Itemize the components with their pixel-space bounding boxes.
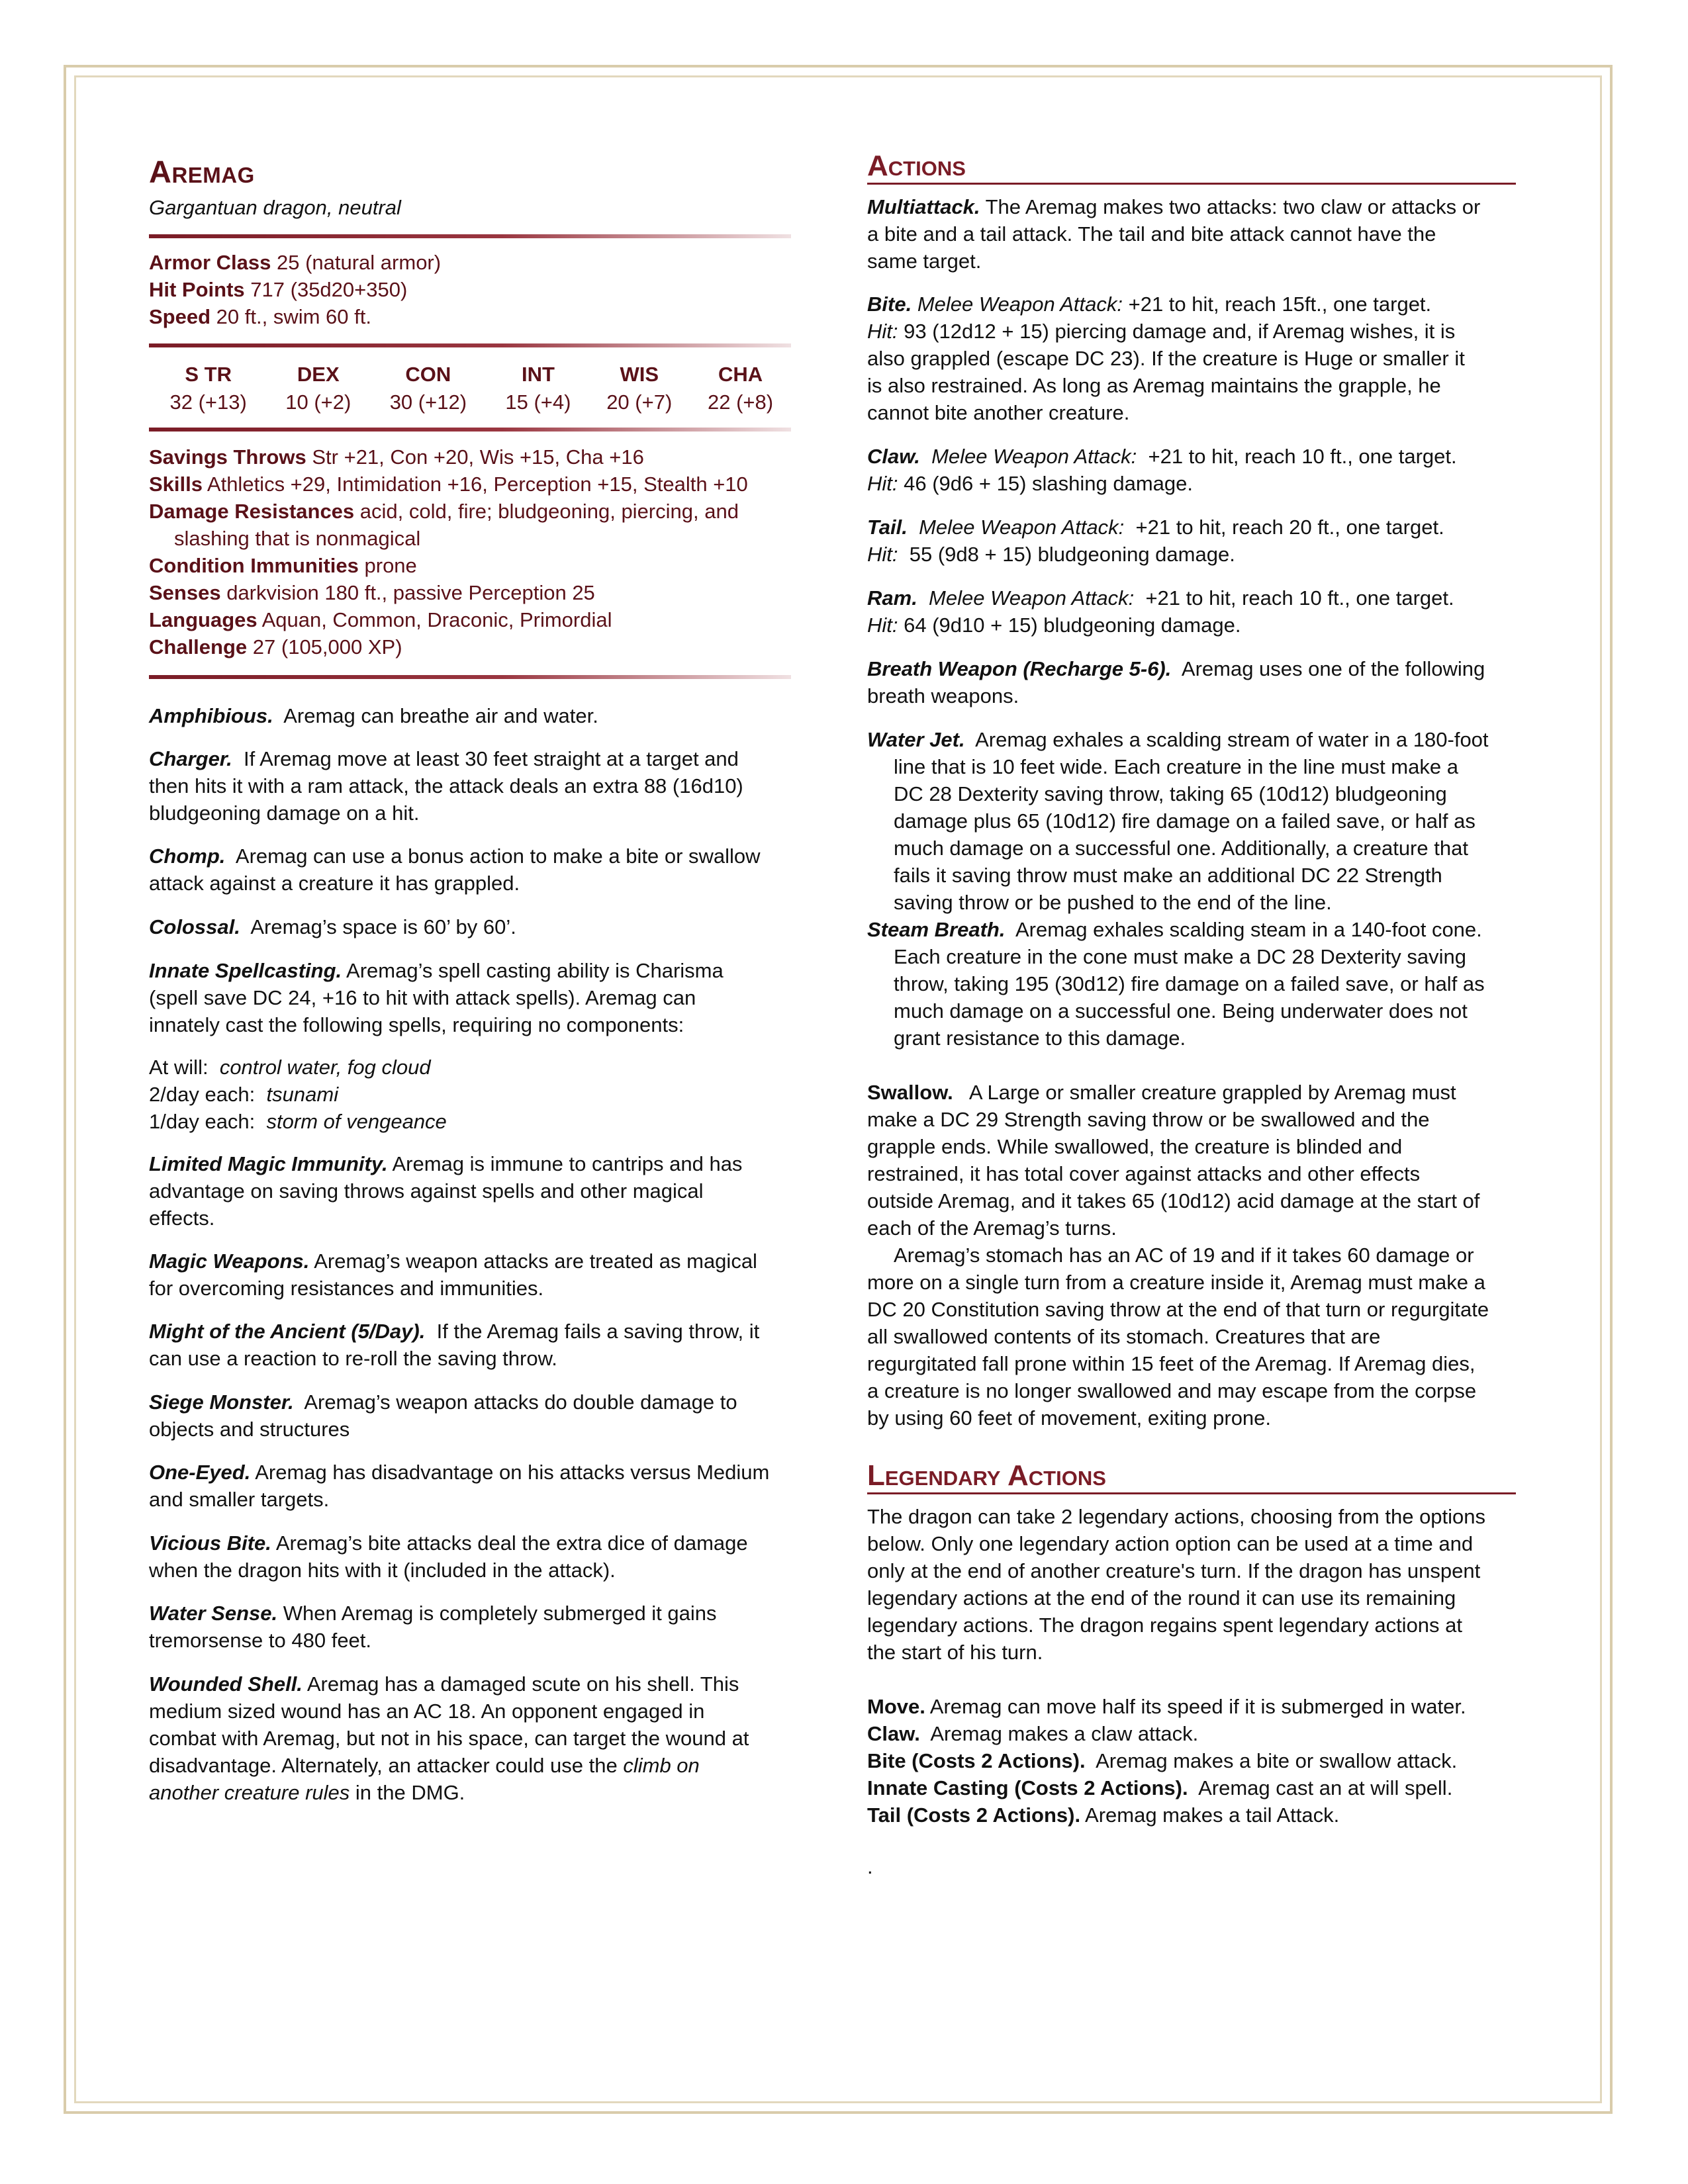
breath-text: DC 28 Dexterity saving throw, taking 65 (10d12) bludgeoning xyxy=(894,782,1447,805)
ability-name: INT xyxy=(521,363,555,386)
trait-text: bludgeoning damage on a hit. xyxy=(149,801,420,825)
trait-siege-monster xyxy=(149,1388,818,1443)
trait-name: Colossal. xyxy=(149,915,240,938)
ability-name: DEX xyxy=(297,363,340,386)
trait-name: Siege Monster. xyxy=(149,1390,294,1414)
ability-value: 10 (+2) xyxy=(285,390,352,414)
ability-value: 30 (+12) xyxy=(389,390,467,414)
legendary-intro-text: below. Only one legendary action option can be used at a time and xyxy=(867,1532,1474,1555)
ability-value: 20 (+7) xyxy=(606,390,673,414)
skills-value: Athletics +29, Intimidation +16, Perception +15, Stealth +10 xyxy=(207,473,748,496)
trait-text: advantage on saving throws against spells and other magical xyxy=(149,1179,704,1203)
ability-value: 15 (+4) xyxy=(505,390,571,414)
action-text: breath weapons. xyxy=(867,684,1019,707)
senses-label: Senses xyxy=(149,581,221,604)
armor-class-label: Armor Class xyxy=(149,251,271,274)
speed-value: 20 ft., swim 60 ft. xyxy=(216,305,371,328)
action-text: grapple ends. While swallowed, the creature is blinded and xyxy=(867,1135,1403,1158)
action-name: Claw. xyxy=(867,445,920,468)
trait-wounded-shell xyxy=(149,1670,818,1806)
action-text: +21 to hit, reach 10 ft., one target. xyxy=(1148,445,1457,468)
action-text: 93 (12d12 + 15) piercing damage and, if Aremag wishes, it is xyxy=(904,320,1456,343)
breath-text: fails it saving throw must make an additional DC 22 Strength xyxy=(894,864,1442,887)
action-text: 55 (9d8 + 15) bludgeoning damage. xyxy=(909,543,1235,566)
legendary-intro-text: The dragon can take 2 legendary actions, choosing from the options xyxy=(867,1505,1486,1528)
trait-text: Aremag’s bite attacks deal the extra dice of damage xyxy=(275,1531,748,1555)
divider-rule xyxy=(149,428,791,432)
legendary-intro-text: only at the end of another creature's turn. If the dragon has unspent xyxy=(867,1559,1481,1582)
hit-label: Hit: xyxy=(867,543,898,566)
monster-type: Gargantuan dragon, neutral xyxy=(149,196,401,219)
ability-values-row xyxy=(149,388,791,416)
action-text: +21 to hit, reach 15ft., one target. xyxy=(1128,293,1432,316)
trait-text: another creature rules xyxy=(149,1781,350,1804)
legendary-bite: Bite (Costs 2 Actions). Aremag makes a bite or swallow attack. xyxy=(867,1749,1458,1772)
action-name: Tail. xyxy=(867,516,908,539)
damage-resistances-value: acid, cold, fire; bludgeoning, piercing, and xyxy=(359,500,739,523)
trait-text: then hits it with a ram attack, the attack deals an extra 88 (16d10) xyxy=(149,774,743,797)
action-ram xyxy=(867,584,1549,639)
action-text: by using 60 feet of movement, exiting prone. xyxy=(867,1406,1272,1430)
legendary-innate-casting: Innate Casting (Costs 2 Actions). Aremag cast an at will spell. xyxy=(867,1776,1453,1799)
trait-water-sense xyxy=(149,1600,818,1654)
action-text: all swallowed contents of its stomach. Creatures that are xyxy=(867,1325,1381,1348)
speed-label: Speed xyxy=(149,305,211,328)
ability-value: 22 (+8) xyxy=(708,390,774,414)
senses xyxy=(149,579,748,606)
trait-text: Aremag can breathe air and water. xyxy=(283,704,598,727)
breath-text: much damage on a successful one. Additionally, a creature that xyxy=(894,837,1468,860)
action-text: A Large or smaller creature grappled by Aremag must xyxy=(968,1081,1456,1104)
action-text: restrained, it has total cover against attacks and other effects xyxy=(867,1162,1421,1185)
legendary-intro xyxy=(867,1503,1549,1666)
trait-text: climb on xyxy=(623,1754,700,1777)
trait-name: Water Sense. xyxy=(149,1602,278,1625)
armor-class xyxy=(149,249,441,276)
breath-name: Steam Breath. xyxy=(867,918,1006,941)
trait-text: Aremag has disadvantage on his attacks versus Medium xyxy=(255,1461,770,1484)
trait-text: If the Aremag fails a saving throw, it xyxy=(436,1320,760,1343)
action-name: Breath Weapon (Recharge 5-6). xyxy=(867,657,1172,680)
challenge-value: 27 (105,000 XP) xyxy=(252,635,402,659)
action-text: also grappled (escape DC 23). If the creature is Huge or smaller it xyxy=(867,347,1465,370)
condition-immunities xyxy=(149,552,748,579)
breath-text: damage plus 65 (10d12) fire damage on a failed save, or half as xyxy=(894,809,1476,833)
trait-name: Limited Magic Immunity. xyxy=(149,1152,388,1175)
trait-text: When Aremag is completely submerged it gains xyxy=(283,1602,717,1625)
action-multiattack xyxy=(867,193,1549,275)
action-text: DC 20 Constitution saving throw at the end of that turn or regurgitate xyxy=(867,1298,1489,1321)
actions-heading: Actions xyxy=(867,150,1516,185)
action-type: Melee Weapon Attack: xyxy=(931,445,1137,468)
action-text: make a DC 29 Strength saving throw or be swallowed and the xyxy=(867,1108,1430,1131)
languages-value: Aquan, Common, Draconic, Primordial xyxy=(261,608,612,631)
trait-text: innately cast the following spells, requiring no components: xyxy=(149,1013,684,1036)
trailing-period: . xyxy=(867,1855,873,1878)
action-type: Melee Weapon Attack: xyxy=(929,586,1135,610)
legendary-actions-heading: Legendary Actions xyxy=(867,1459,1516,1494)
action-text: each of the Aremag’s turns. xyxy=(867,1216,1117,1240)
trait-text: objects and structures xyxy=(149,1418,350,1441)
spell-list-at-will: At will: control water, fog cloud xyxy=(149,1056,431,1079)
trait-name: Might of the Ancient (5/Day). xyxy=(149,1320,426,1343)
trait-text: tremorsense to 480 feet. xyxy=(149,1629,372,1652)
senses-value: darkvision 180 ft., passive Perception 25 xyxy=(226,581,595,604)
trait-vicious-bite xyxy=(149,1529,818,1584)
breath-name: Water Jet. xyxy=(867,728,965,751)
action-text: +21 to hit, reach 20 ft., one target. xyxy=(1135,516,1444,539)
secondary-stats xyxy=(149,443,748,660)
trait-innate-spellcasting xyxy=(149,957,818,1038)
trait-colossal xyxy=(149,913,818,940)
action-text: Aremag uses one of the following xyxy=(1181,657,1485,680)
breath-text: much damage on a successful one. Being underwater does not xyxy=(894,999,1468,1023)
trait-name: Wounded Shell. xyxy=(149,1672,303,1696)
trait-text: Aremag’s spell casting ability is Charisma xyxy=(346,959,724,982)
ability-names-row xyxy=(149,361,791,388)
speed xyxy=(149,303,441,330)
damage-resistances-cont: slashing that is nonmagical xyxy=(174,527,421,550)
action-text: cannot bite another creature. xyxy=(867,401,1130,424)
action-swallow xyxy=(867,1079,1549,1432)
challenge-label: Challenge xyxy=(149,635,248,659)
trait-name: Charger. xyxy=(149,747,232,770)
ability-scores-table xyxy=(149,361,791,416)
hit-label: Hit: xyxy=(867,472,898,495)
trait-name: Vicious Bite. xyxy=(149,1531,271,1555)
trait-charger xyxy=(149,745,818,827)
breath-text: Aremag exhales scalding steam in a 140-foot cone. xyxy=(1015,918,1482,941)
condition-immunities-value: prone xyxy=(364,554,417,577)
action-name: Multiattack. xyxy=(867,195,980,218)
trait-text: can use a reaction to re-roll the saving throw. xyxy=(149,1347,557,1370)
legendary-intro-text: legendary actions. The dragon regains spent legendary actions at xyxy=(867,1614,1463,1637)
action-text: +21 to hit, reach 10 ft., one target. xyxy=(1145,586,1454,610)
action-text: is also restrained. As long as Aremag maintains the grapple, he xyxy=(867,374,1441,397)
trait-magic-weapons xyxy=(149,1248,818,1302)
action-text: regurgitated fall prone within 15 feet of the Aremag. If Aremag dies, xyxy=(867,1352,1476,1375)
saving-throws-label: Savings Throws xyxy=(149,445,306,469)
trait-text: medium sized wound has an AC 18. An opponent engaged in xyxy=(149,1700,705,1723)
ability-name: WIS xyxy=(620,363,659,386)
trait-limited-magic-immunity xyxy=(149,1150,818,1232)
action-text: a bite and a tail attack. The tail and bite attack cannot have the xyxy=(867,222,1436,246)
legendary-tail: Tail (Costs 2 Actions). Aremag makes a tail Attack. xyxy=(867,1803,1340,1827)
damage-resistances-label: Damage Resistances xyxy=(149,500,355,523)
trait-text: Aremag can use a bonus action to make a bite or swallow xyxy=(235,844,761,868)
trait-text: and smaller targets. xyxy=(149,1488,330,1511)
skills xyxy=(149,471,748,498)
divider-rule xyxy=(149,675,791,679)
trait-text: (spell save DC 24, +16 to hit with attack spells). Aremag can xyxy=(149,986,696,1009)
trait-text: attack against a creature it has grappled. xyxy=(149,872,520,895)
breath-water-jet xyxy=(867,726,1549,916)
trait-name: Magic Weapons. xyxy=(149,1250,310,1273)
saving-throws-value: Str +21, Con +20, Wis +15, Cha +16 xyxy=(312,445,644,469)
trait-text: Aremag’s weapon attacks are treated as magical xyxy=(314,1250,757,1273)
hit-label: Hit: xyxy=(867,320,898,343)
breath-text: Aremag exhales a scalding stream of water in a 180-foot xyxy=(975,728,1489,751)
trait-name: Chomp. xyxy=(149,844,226,868)
monster-name: Aremag xyxy=(149,154,255,189)
challenge xyxy=(149,633,748,660)
trait-might-of-the-ancient xyxy=(149,1318,818,1372)
trait-name: Amphibious. xyxy=(149,704,273,727)
spell-list xyxy=(149,1054,818,1135)
trait-text: when the dragon hits with it (included in the attack). xyxy=(149,1559,616,1582)
trait-text: Aremag’s weapon attacks do double damage to xyxy=(304,1390,737,1414)
ability-value: 32 (+13) xyxy=(169,390,247,414)
legendary-intro-text: the start of his turn. xyxy=(867,1641,1043,1664)
action-text: same target. xyxy=(867,250,982,273)
action-name: Swallow. xyxy=(867,1081,953,1104)
hit-points xyxy=(149,276,441,303)
legendary-intro-text: legendary actions at the end of the round it can use its remaining xyxy=(867,1586,1456,1610)
action-breath-weapon xyxy=(867,655,1549,709)
languages-label: Languages xyxy=(149,608,258,631)
action-claw xyxy=(867,443,1549,497)
action-text: 64 (9d10 + 15) bludgeoning damage. xyxy=(904,614,1241,637)
action-tail xyxy=(867,514,1549,568)
trait-text: Aremag’s space is 60’ by 60’. xyxy=(250,915,516,938)
ability-name: CON xyxy=(405,363,451,386)
divider-rule xyxy=(149,343,791,347)
trait-name: Innate Spellcasting. xyxy=(149,959,342,982)
spell-list-2-day: 2/day each: tsunami xyxy=(149,1083,339,1106)
hit-points-label: Hit Points xyxy=(149,278,245,301)
action-text: 46 (9d6 + 15) slashing damage. xyxy=(904,472,1194,495)
ability-name: S TR xyxy=(185,363,232,386)
action-type: Melee Weapon Attack: xyxy=(919,516,1125,539)
action-name: Ram. xyxy=(867,586,917,610)
action-text: outside Aremag, and it takes 65 (10d12) acid damage at the start of xyxy=(867,1189,1480,1212)
divider-rule xyxy=(149,234,791,238)
trait-amphibious xyxy=(149,702,818,729)
hit-points-value: 717 (35d20+350) xyxy=(250,278,408,301)
trait-text: If Aremag move at least 30 feet straight at a target and xyxy=(244,747,739,770)
action-text: The Aremag makes two attacks: two claw or attacks or xyxy=(985,195,1481,218)
trait-name: One-Eyed. xyxy=(149,1461,251,1484)
breath-text: line that is 10 feet wide. Each creature in the line must make a xyxy=(894,755,1458,778)
legendary-claw: Claw. Aremag makes a claw attack. xyxy=(867,1722,1199,1745)
breath-text: Each creature in the cone must make a DC 28 Dexterity saving xyxy=(894,945,1466,968)
trait-text: disadvantage. Alternately, an attacker could use the xyxy=(149,1754,618,1777)
trait-text: in the DMG. xyxy=(355,1781,465,1804)
trait-text: Aremag is immune to cantrips and has xyxy=(392,1152,743,1175)
action-text: a creature is no longer swallowed and may escape from the corpse xyxy=(867,1379,1477,1402)
armor-class-value: 25 (natural armor) xyxy=(276,251,442,274)
breath-steam-breath xyxy=(867,916,1549,1052)
saving-throws xyxy=(149,443,748,471)
trait-text: Aremag has a damaged scute on his shell. This xyxy=(306,1672,739,1696)
legendary-move: Move. Aremag can move half its speed if it is submerged in water. xyxy=(867,1695,1466,1718)
breath-text: saving throw or be pushed to the end of the line. xyxy=(894,891,1332,914)
trait-chomp xyxy=(149,842,818,897)
action-text: Aremag’s stomach has an AC of 19 and if it takes 60 damage or xyxy=(894,1244,1474,1267)
hit-label: Hit: xyxy=(867,614,898,637)
trait-text: effects. xyxy=(149,1206,215,1230)
breath-text: grant resistance to this damage. xyxy=(894,1026,1186,1050)
action-text: more on a single turn from a creature inside it, Aremag must make a xyxy=(867,1271,1485,1294)
spell-list-1-day: 1/day each: storm of vengeance xyxy=(149,1110,447,1133)
trait-one-eyed xyxy=(149,1459,818,1513)
legendary-options xyxy=(867,1693,1549,1829)
ability-name: CHA xyxy=(718,363,763,386)
action-name: Bite. xyxy=(867,293,912,316)
trait-text: combat with Aremag, but not in his space, can target the wound at xyxy=(149,1727,749,1750)
damage-resistances xyxy=(149,498,748,525)
skills-label: Skills xyxy=(149,473,203,496)
action-type: Melee Weapon Attack: xyxy=(917,293,1123,316)
breath-text: throw, taking 195 (30d12) fire damage on a failed save, or half as xyxy=(894,972,1485,995)
core-stats xyxy=(149,249,441,330)
action-bite xyxy=(867,291,1549,426)
trait-text: for overcoming resistances and immunities. xyxy=(149,1277,544,1300)
condition-immunities-label: Condition Immunities xyxy=(149,554,359,577)
languages xyxy=(149,606,748,633)
